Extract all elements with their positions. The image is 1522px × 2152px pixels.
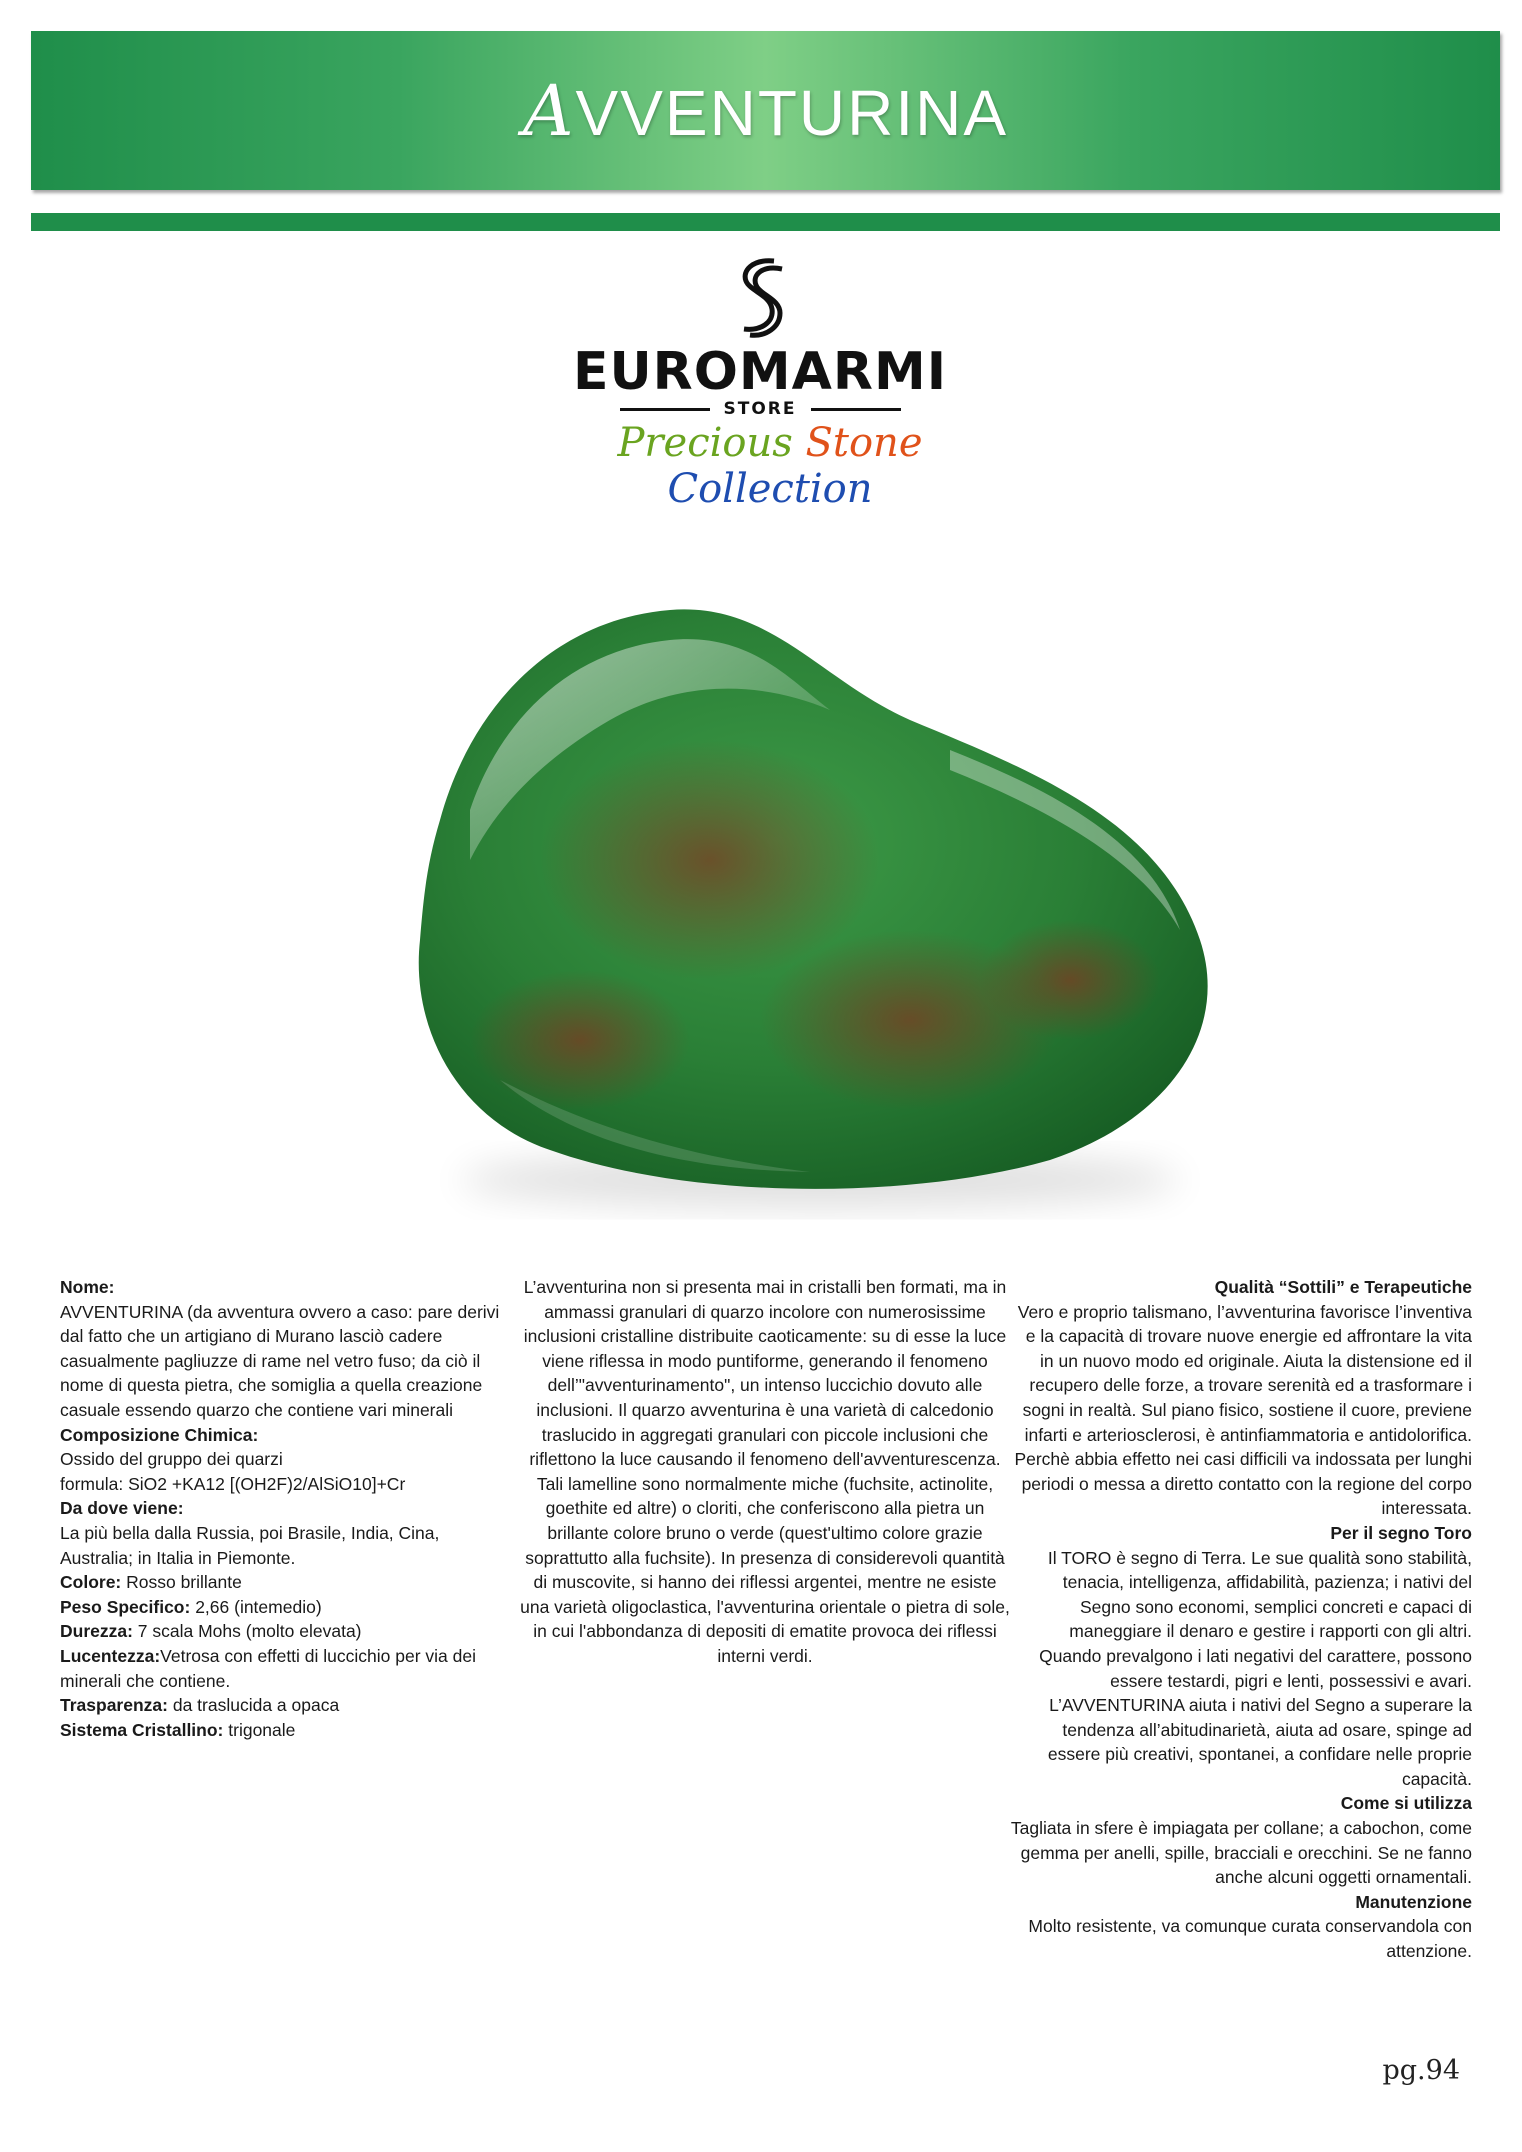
header-divider xyxy=(31,213,1500,231)
manutenzione-text: Molto resistente, va comunque curata conservandola con attenzione. xyxy=(1028,1916,1472,1962)
durezza-value: 7 scala Mohs (molto elevata) xyxy=(132,1621,362,1642)
lucentezza-value: Vetrosa con effetti di luccichio per via dei minerali che contiene. xyxy=(60,1645,476,1691)
properties-column xyxy=(60,1275,500,1742)
utilizza-heading: Come si utilizza xyxy=(1340,1793,1472,1814)
provenienza-text: La più bella dalla Russia, poi Brasile, India, Cina, Australia; in Italia in Piemonte. xyxy=(60,1522,440,1568)
durezza-label: Durezza: xyxy=(60,1621,133,1642)
page-number: pg.94 xyxy=(1382,2055,1460,2086)
stone-illustration xyxy=(350,560,1250,1240)
qualities-column xyxy=(1010,1275,1472,1964)
composizione-text: Ossido del gruppo dei quarzi xyxy=(60,1449,283,1470)
sistema-label: Sistema Cristallino: xyxy=(60,1719,224,1740)
peso-label: Peso Specifico: xyxy=(60,1596,191,1617)
trasparenza-label: Trasparenza: xyxy=(60,1695,168,1716)
colore-row xyxy=(60,1570,500,1595)
page-title xyxy=(523,70,1008,152)
brand-rule-left xyxy=(620,408,710,411)
nome-text: AVVENTURINA (da avventura ovvero a caso: pare derivi dal fatto che un artigiano di Murano lasciò cadere casualmente pagliuzze di rame nel vetro fuso; da ciò il nome di questa pietra, che somiglia a quella creazione casuale essendo quarzo che contiene vari minerali xyxy=(60,1301,500,1420)
lucentezza-label: Lucentezza: xyxy=(60,1645,161,1666)
provenienza-label: Da dove viene: xyxy=(60,1498,184,1519)
manutenzione-heading: Manutenzione xyxy=(1355,1891,1472,1912)
euromarmi-s-icon xyxy=(730,255,790,343)
brand-name: EUROMARMI xyxy=(572,342,948,402)
colore-label: Colore: xyxy=(60,1572,122,1593)
tagline-word-precious: Precious xyxy=(617,420,793,466)
aventurine-stone-image xyxy=(350,560,1250,1240)
formula-text: formula: SiO2 +KA12 [(OH2F)2/AlSiO10]+Cr xyxy=(60,1473,406,1494)
trasparenza-value: da traslucida a opaca xyxy=(167,1695,340,1716)
sistema-value: trigonale xyxy=(223,1719,296,1740)
header-banner xyxy=(31,31,1500,190)
tagline-word-collection: Collection xyxy=(667,466,873,512)
description-column xyxy=(520,1275,1010,1669)
title-initial: A xyxy=(522,69,576,152)
durezza-row xyxy=(60,1619,500,1644)
colore-value: Rosso brillante xyxy=(121,1572,242,1593)
brand-sub xyxy=(560,399,960,419)
qualita-text: Vero e proprio talismano, l’avventurina favorisce l’inventiva e la capacità di trovare nuove energie ed affrontare la vita in un nuovo modo ed originale. Aiuta la distensione ed il recupero delle forze, a trovare serenità ed a trasformare i sogni in realtà. Sul piano fisico, sostiene il cuore, previene infarti e arteriosclerosi, è antinfiammatoria e antidolorifica. Perchè abbia effetto nei casi difficili va indossata per lunghi periodi o messa a diretto contatto con la regione del corpo interessata. xyxy=(1014,1301,1472,1519)
peso-row xyxy=(60,1595,500,1620)
tagline-word-stone: Stone xyxy=(805,420,923,466)
utilizza-text: Tagliata in sfere è impiagata per collane; a cabochon, come gemma per anelli, spille, bracciali e orecchini. Se ne fanno anche alcuni oggetti ornamentali. xyxy=(1010,1818,1472,1888)
description-text: L’avventurina non si presenta mai in cristalli ben formati, ma in ammassi granulari di quarzo incolore con numerosissime inclusioni cristalline distribuite caoticamente: su di esse la luce viene riflessa in modo puntiforme, generando il fenomeno dell’"avventurinamento", un intenso luccichio dovuto alle inclusioni. Il quarzo avventurina è una varietà di calcedonio traslucido in aggregati granulari con piccole inclusioni che riflettono la luce causando il fenomeno dell'avventurescenza. Tali lamelline sono normalmente miche (fuchsite, actinolite, goethite ed altre) o cloriti, che conferiscono alla pietra un brillante colore bruno o verde (quest'ultimo colore grazie soprattutto alla fuchsite). In presenza di considerevoli quantità di muscovite, si hanno dei riflessi argentei, mentre ne esiste una varietà oligoclastica, l'avventurina orientale o pietra di sole, in cui l'abbondanza di depositi di ematite provoca dei riflessi interni verdi. xyxy=(520,1277,1010,1666)
brand-rule-right xyxy=(811,408,901,411)
brand-sub-label: STORE xyxy=(723,399,797,419)
title-rest: VVENTURINA xyxy=(575,76,1009,149)
collection-tagline xyxy=(560,420,980,512)
qualita-heading: Qualità “Sottili” e Terapeutiche xyxy=(1214,1277,1472,1297)
toro-heading: Per il segno Toro xyxy=(1330,1522,1472,1543)
lucentezza-row xyxy=(60,1644,500,1693)
peso-value: 2,66 (intemedio) xyxy=(190,1596,322,1617)
composizione-label: Composizione Chimica: xyxy=(60,1424,259,1445)
trasparenza-row xyxy=(60,1693,500,1718)
toro-text: Il TORO è segno di Terra. Le sue qualità sono stabilità, tenacia, intelligenza, affidabilità, pazienza; i nativi del Segno sono economi, semplici concreti e capaci di maneggiare il denaro e gestire i rapporti con gli altri. Quando prevalgono i lati negativi del carattere, possono essere testardi, pigri e lenti, possessivi e avari. L’AVVENTURINA aiuta i nativi del Segno a superare la tendenza all’abitudinarietà, aiuta ad osare, spinge ad essere più creativi, spontanei, a confidare nelle proprie capacità. xyxy=(1039,1547,1472,1789)
sistema-row xyxy=(60,1718,500,1743)
nome-label: Nome: xyxy=(60,1277,115,1297)
